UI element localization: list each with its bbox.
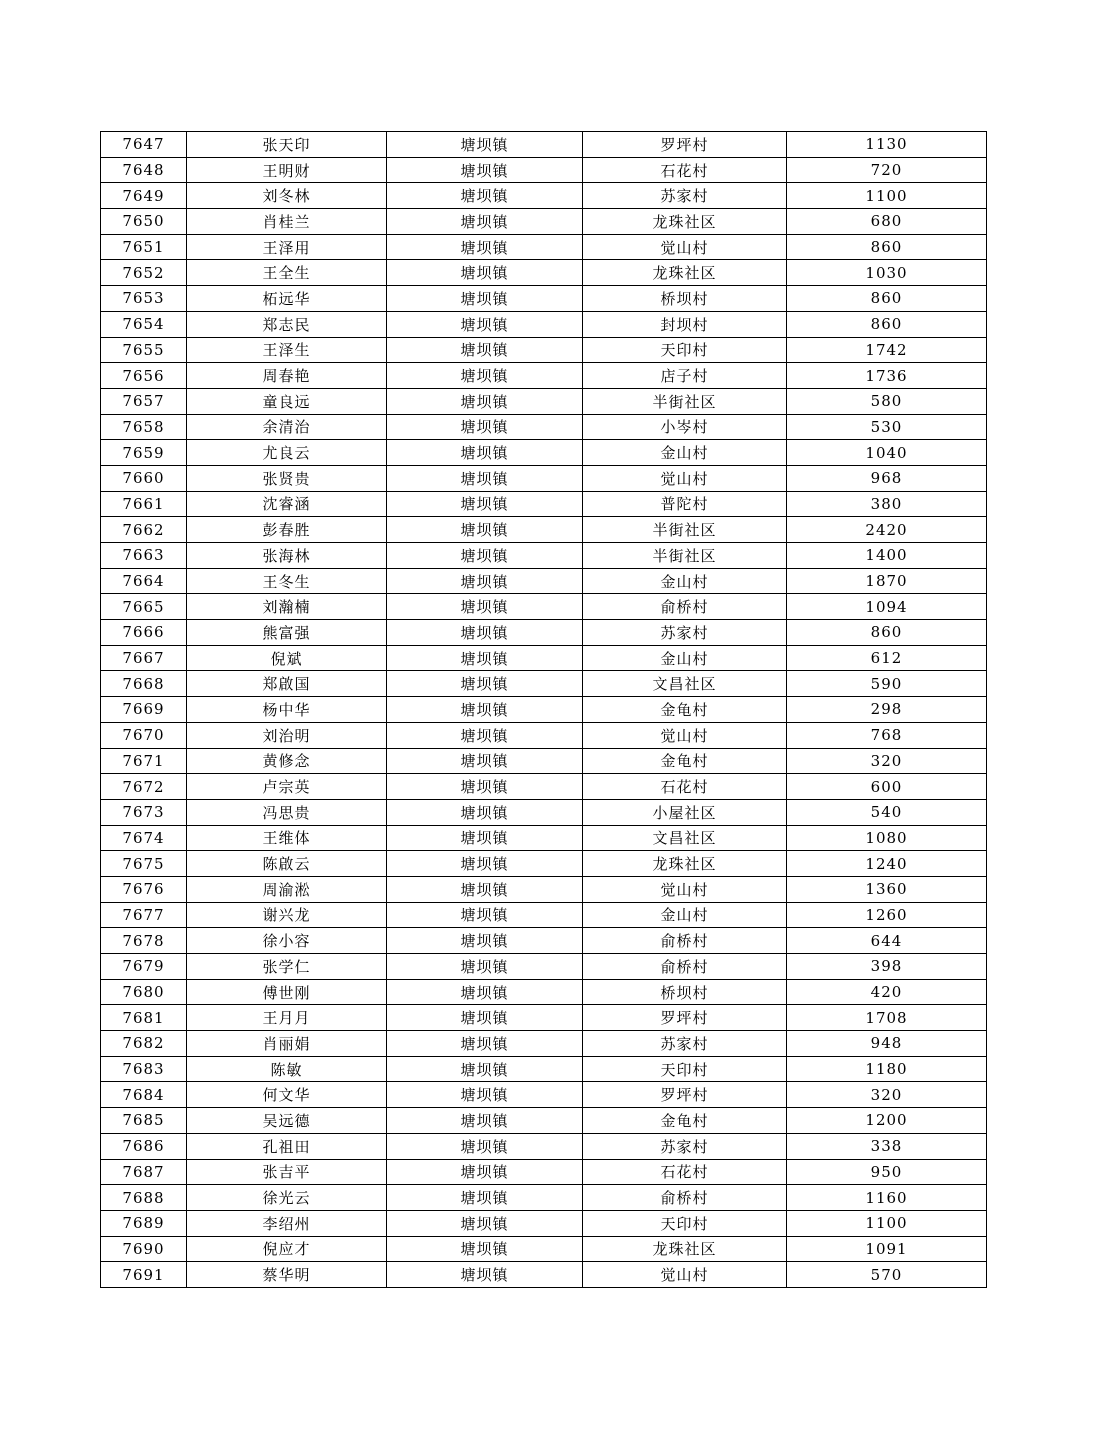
town-cell: 塘坝镇 [387, 491, 583, 517]
record-id-cell: 7655 [101, 337, 187, 363]
record-id-cell: 7665 [101, 594, 187, 620]
table-row [101, 928, 987, 954]
amount-cell: 590 [787, 671, 987, 697]
amount-cell: 1040 [787, 440, 987, 466]
amount-cell: 644 [787, 928, 987, 954]
record-id-cell: 7672 [101, 774, 187, 800]
town-cell: 塘坝镇 [387, 517, 583, 543]
amount-cell: 2420 [787, 517, 987, 543]
village-cell: 俞桥村 [583, 1185, 787, 1211]
name-cell: 刘瀚楠 [187, 594, 387, 620]
name-cell: 周春艳 [187, 363, 387, 389]
amount-cell: 1870 [787, 568, 987, 594]
table-row [101, 517, 987, 543]
record-id-cell: 7670 [101, 722, 187, 748]
amount-cell: 320 [787, 748, 987, 774]
record-id-cell: 7682 [101, 1031, 187, 1057]
village-cell: 桥坝村 [583, 286, 787, 312]
town-cell: 塘坝镇 [387, 414, 583, 440]
table-row [101, 568, 987, 594]
town-cell: 塘坝镇 [387, 851, 583, 877]
record-id-cell: 7690 [101, 1236, 187, 1262]
record-id-cell: 7663 [101, 543, 187, 569]
amount-cell: 530 [787, 414, 987, 440]
amount-cell: 860 [787, 234, 987, 260]
name-cell: 王泽用 [187, 234, 387, 260]
village-cell: 石花村 [583, 157, 787, 183]
town-cell: 塘坝镇 [387, 748, 583, 774]
record-id-cell: 7664 [101, 568, 187, 594]
amount-cell: 320 [787, 1082, 987, 1108]
table-row [101, 1159, 987, 1185]
table-row [101, 697, 987, 723]
name-cell: 卢宗英 [187, 774, 387, 800]
record-id-cell: 7684 [101, 1082, 187, 1108]
village-cell: 苏家村 [583, 1133, 787, 1159]
town-cell: 塘坝镇 [387, 774, 583, 800]
name-cell: 肖丽娟 [187, 1031, 387, 1057]
town-cell: 塘坝镇 [387, 543, 583, 569]
town-cell: 塘坝镇 [387, 1108, 583, 1134]
amount-cell: 1100 [787, 183, 987, 209]
table-row [101, 645, 987, 671]
amount-cell: 1742 [787, 337, 987, 363]
table-row [101, 1185, 987, 1211]
record-id-cell: 7660 [101, 465, 187, 491]
amount-cell: 1100 [787, 1210, 987, 1236]
table-row [101, 1082, 987, 1108]
amount-cell: 600 [787, 774, 987, 800]
name-cell: 陈敏 [187, 1056, 387, 1082]
town-cell: 塘坝镇 [387, 1159, 583, 1185]
amount-cell: 1180 [787, 1056, 987, 1082]
record-id-cell: 7649 [101, 183, 187, 209]
table-row [101, 774, 987, 800]
amount-cell: 1130 [787, 132, 987, 158]
name-cell: 张天印 [187, 132, 387, 158]
amount-cell: 1708 [787, 1005, 987, 1031]
record-id-cell: 7659 [101, 440, 187, 466]
table-row [101, 157, 987, 183]
town-cell: 塘坝镇 [387, 1185, 583, 1211]
town-cell: 塘坝镇 [387, 465, 583, 491]
table-row [101, 722, 987, 748]
record-id-cell: 7674 [101, 825, 187, 851]
record-id-cell: 7683 [101, 1056, 187, 1082]
village-cell: 觉山村 [583, 722, 787, 748]
table-row [101, 543, 987, 569]
name-cell: 张贤贵 [187, 465, 387, 491]
town-cell: 塘坝镇 [387, 1005, 583, 1031]
amount-cell: 380 [787, 491, 987, 517]
village-cell: 龙珠社区 [583, 851, 787, 877]
amount-cell: 720 [787, 157, 987, 183]
amount-cell: 1094 [787, 594, 987, 620]
town-cell: 塘坝镇 [387, 697, 583, 723]
table-row [101, 1108, 987, 1134]
name-cell: 黄修念 [187, 748, 387, 774]
record-id-cell: 7689 [101, 1210, 187, 1236]
name-cell: 王明财 [187, 157, 387, 183]
name-cell: 柘远华 [187, 286, 387, 312]
village-cell: 封坝村 [583, 311, 787, 337]
town-cell: 塘坝镇 [387, 671, 583, 697]
village-cell: 桥坝村 [583, 979, 787, 1005]
record-id-cell: 7650 [101, 209, 187, 235]
amount-cell: 1091 [787, 1236, 987, 1262]
town-cell: 塘坝镇 [387, 876, 583, 902]
town-cell: 塘坝镇 [387, 1031, 583, 1057]
record-id-cell: 7678 [101, 928, 187, 954]
record-id-cell: 7661 [101, 491, 187, 517]
name-cell: 王维体 [187, 825, 387, 851]
table-row [101, 902, 987, 928]
table-row [101, 594, 987, 620]
record-id-cell: 7675 [101, 851, 187, 877]
amount-cell: 948 [787, 1031, 987, 1057]
town-cell: 塘坝镇 [387, 1262, 583, 1288]
amount-cell: 612 [787, 645, 987, 671]
village-cell: 金山村 [583, 645, 787, 671]
amount-cell: 1080 [787, 825, 987, 851]
amount-cell: 860 [787, 311, 987, 337]
village-cell: 小岑村 [583, 414, 787, 440]
record-id-cell: 7669 [101, 697, 187, 723]
record-id-cell: 7676 [101, 876, 187, 902]
record-id-cell: 7652 [101, 260, 187, 286]
town-cell: 塘坝镇 [387, 286, 583, 312]
record-id-cell: 7648 [101, 157, 187, 183]
amount-cell: 298 [787, 697, 987, 723]
name-cell: 倪应才 [187, 1236, 387, 1262]
village-cell: 苏家村 [583, 620, 787, 646]
town-cell: 塘坝镇 [387, 209, 583, 235]
amount-cell: 1200 [787, 1108, 987, 1134]
village-cell: 半街社区 [583, 388, 787, 414]
record-id-cell: 7668 [101, 671, 187, 697]
table-body [101, 132, 987, 1288]
village-cell: 觉山村 [583, 1262, 787, 1288]
record-id-cell: 7673 [101, 799, 187, 825]
table-row [101, 1262, 987, 1288]
name-cell: 吴远德 [187, 1108, 387, 1134]
village-cell: 苏家村 [583, 183, 787, 209]
table-row [101, 440, 987, 466]
town-cell: 塘坝镇 [387, 1133, 583, 1159]
record-id-cell: 7656 [101, 363, 187, 389]
name-cell: 沈睿涵 [187, 491, 387, 517]
record-id-cell: 7681 [101, 1005, 187, 1031]
record-id-cell: 7666 [101, 620, 187, 646]
village-cell: 俞桥村 [583, 954, 787, 980]
town-cell: 塘坝镇 [387, 902, 583, 928]
town-cell: 塘坝镇 [387, 594, 583, 620]
town-cell: 塘坝镇 [387, 954, 583, 980]
town-cell: 塘坝镇 [387, 388, 583, 414]
name-cell: 张吉平 [187, 1159, 387, 1185]
name-cell: 张学仁 [187, 954, 387, 980]
name-cell: 郑志民 [187, 311, 387, 337]
village-cell: 金山村 [583, 902, 787, 928]
village-cell: 半街社区 [583, 517, 787, 543]
table-row [101, 799, 987, 825]
table-row [101, 363, 987, 389]
village-cell: 龙珠社区 [583, 209, 787, 235]
amount-cell: 570 [787, 1262, 987, 1288]
table-row [101, 825, 987, 851]
amount-cell: 1160 [787, 1185, 987, 1211]
name-cell: 王月月 [187, 1005, 387, 1031]
table-row [101, 1056, 987, 1082]
village-cell: 俞桥村 [583, 928, 787, 954]
village-cell: 俞桥村 [583, 594, 787, 620]
town-cell: 塘坝镇 [387, 928, 583, 954]
table-row [101, 979, 987, 1005]
table-row [101, 851, 987, 877]
village-cell: 觉山村 [583, 876, 787, 902]
table-row [101, 748, 987, 774]
town-cell: 塘坝镇 [387, 1082, 583, 1108]
record-id-cell: 7679 [101, 954, 187, 980]
name-cell: 傅世刚 [187, 979, 387, 1005]
village-cell: 金龟村 [583, 697, 787, 723]
table-row [101, 388, 987, 414]
record-id-cell: 7662 [101, 517, 187, 543]
table-row [101, 209, 987, 235]
village-cell: 石花村 [583, 774, 787, 800]
table-row [101, 1031, 987, 1057]
name-cell: 冯思贵 [187, 799, 387, 825]
name-cell: 谢兴龙 [187, 902, 387, 928]
amount-cell: 338 [787, 1133, 987, 1159]
village-cell: 觉山村 [583, 234, 787, 260]
table-row [101, 414, 987, 440]
name-cell: 肖桂兰 [187, 209, 387, 235]
name-cell: 孔祖田 [187, 1133, 387, 1159]
table-row [101, 1236, 987, 1262]
table-row [101, 671, 987, 697]
town-cell: 塘坝镇 [387, 183, 583, 209]
record-id-cell: 7667 [101, 645, 187, 671]
table-row [101, 183, 987, 209]
town-cell: 塘坝镇 [387, 620, 583, 646]
name-cell: 尤良云 [187, 440, 387, 466]
name-cell: 刘治明 [187, 722, 387, 748]
amount-cell: 398 [787, 954, 987, 980]
amount-cell: 1030 [787, 260, 987, 286]
record-id-cell: 7657 [101, 388, 187, 414]
village-cell: 罗坪村 [583, 1082, 787, 1108]
name-cell: 熊富强 [187, 620, 387, 646]
village-cell: 龙珠社区 [583, 260, 787, 286]
table-row [101, 491, 987, 517]
amount-cell: 860 [787, 286, 987, 312]
record-id-cell: 7686 [101, 1133, 187, 1159]
amount-cell: 420 [787, 979, 987, 1005]
table-row [101, 876, 987, 902]
table-row [101, 1133, 987, 1159]
town-cell: 塘坝镇 [387, 979, 583, 1005]
table-row [101, 1005, 987, 1031]
name-cell: 王全生 [187, 260, 387, 286]
record-id-cell: 7671 [101, 748, 187, 774]
town-cell: 塘坝镇 [387, 722, 583, 748]
record-id-cell: 7691 [101, 1262, 187, 1288]
name-cell: 蔡华明 [187, 1262, 387, 1288]
record-id-cell: 7688 [101, 1185, 187, 1211]
table-row [101, 954, 987, 980]
town-cell: 塘坝镇 [387, 825, 583, 851]
table-row [101, 132, 987, 158]
amount-cell: 1360 [787, 876, 987, 902]
village-cell: 半街社区 [583, 543, 787, 569]
name-cell: 徐光云 [187, 1185, 387, 1211]
amount-cell: 1400 [787, 543, 987, 569]
village-cell: 金龟村 [583, 1108, 787, 1134]
town-cell: 塘坝镇 [387, 1236, 583, 1262]
name-cell: 余清治 [187, 414, 387, 440]
name-cell: 童良远 [187, 388, 387, 414]
town-cell: 塘坝镇 [387, 1056, 583, 1082]
town-cell: 塘坝镇 [387, 157, 583, 183]
town-cell: 塘坝镇 [387, 260, 583, 286]
record-id-cell: 7685 [101, 1108, 187, 1134]
record-id-cell: 7654 [101, 311, 187, 337]
village-cell: 文昌社区 [583, 825, 787, 851]
table-row [101, 620, 987, 646]
village-cell: 金山村 [583, 568, 787, 594]
name-cell: 郑啟国 [187, 671, 387, 697]
amount-cell: 950 [787, 1159, 987, 1185]
amount-cell: 768 [787, 722, 987, 748]
amount-cell: 1240 [787, 851, 987, 877]
amount-cell: 680 [787, 209, 987, 235]
village-cell: 觉山村 [583, 465, 787, 491]
name-cell: 王冬生 [187, 568, 387, 594]
town-cell: 塘坝镇 [387, 337, 583, 363]
table-row [101, 311, 987, 337]
record-id-cell: 7651 [101, 234, 187, 260]
village-cell: 文昌社区 [583, 671, 787, 697]
village-cell: 天印村 [583, 1056, 787, 1082]
town-cell: 塘坝镇 [387, 234, 583, 260]
name-cell: 王泽生 [187, 337, 387, 363]
amount-cell: 1736 [787, 363, 987, 389]
town-cell: 塘坝镇 [387, 363, 583, 389]
village-cell: 天印村 [583, 337, 787, 363]
name-cell: 杨中华 [187, 697, 387, 723]
name-cell: 徐小容 [187, 928, 387, 954]
amount-cell: 860 [787, 620, 987, 646]
town-cell: 塘坝镇 [387, 132, 583, 158]
table-row [101, 234, 987, 260]
record-id-cell: 7677 [101, 902, 187, 928]
village-cell: 普陀村 [583, 491, 787, 517]
name-cell: 刘冬林 [187, 183, 387, 209]
village-cell: 石花村 [583, 1159, 787, 1185]
village-cell: 龙珠社区 [583, 1236, 787, 1262]
village-cell: 小屋社区 [583, 799, 787, 825]
amount-cell: 580 [787, 388, 987, 414]
table-row [101, 337, 987, 363]
village-cell: 天印村 [583, 1210, 787, 1236]
town-cell: 塘坝镇 [387, 799, 583, 825]
name-cell: 陈啟云 [187, 851, 387, 877]
record-id-cell: 7653 [101, 286, 187, 312]
table-row [101, 286, 987, 312]
village-cell: 罗坪村 [583, 132, 787, 158]
town-cell: 塘坝镇 [387, 440, 583, 466]
amount-cell: 968 [787, 465, 987, 491]
village-cell: 店子村 [583, 363, 787, 389]
town-cell: 塘坝镇 [387, 311, 583, 337]
record-id-cell: 7680 [101, 979, 187, 1005]
town-cell: 塘坝镇 [387, 568, 583, 594]
name-cell: 张海林 [187, 543, 387, 569]
name-cell: 周渝淞 [187, 876, 387, 902]
name-cell: 何文华 [187, 1082, 387, 1108]
town-cell: 塘坝镇 [387, 1210, 583, 1236]
village-cell: 金山村 [583, 440, 787, 466]
amount-cell: 1260 [787, 902, 987, 928]
village-cell: 罗坪村 [583, 1005, 787, 1031]
table-row [101, 260, 987, 286]
town-cell: 塘坝镇 [387, 645, 583, 671]
name-cell: 彭春胜 [187, 517, 387, 543]
village-cell: 金龟村 [583, 748, 787, 774]
name-cell: 李绍州 [187, 1210, 387, 1236]
record-id-cell: 7687 [101, 1159, 187, 1185]
village-cell: 苏家村 [583, 1031, 787, 1057]
amount-cell: 540 [787, 799, 987, 825]
record-id-cell: 7658 [101, 414, 187, 440]
table-row [101, 1210, 987, 1236]
record-id-cell: 7647 [101, 132, 187, 158]
name-cell: 倪斌 [187, 645, 387, 671]
table-row [101, 465, 987, 491]
records-table [100, 131, 987, 1288]
